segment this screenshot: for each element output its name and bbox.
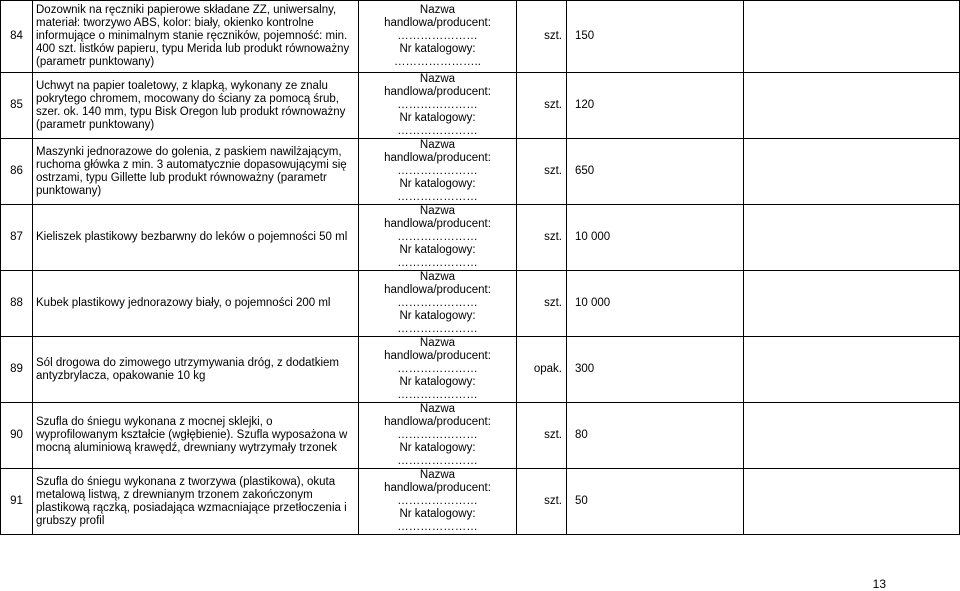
- trade-name-line: …………………: [397, 191, 478, 203]
- trade-name-line: handlowa/producent:: [384, 350, 491, 362]
- item-description: Kieliszek plastikowy bezbarwny do leków o pojemności 50 ml: [33, 205, 359, 271]
- trade-name-line: …………………: [397, 165, 478, 177]
- unit-of-measure: szt.: [517, 403, 567, 469]
- item-number: 84: [1, 1, 33, 73]
- trade-name-line: handlowa/producent:: [384, 284, 491, 296]
- item-description: Sól drogowa do zimowego utrzymywania dróg, z dodatkiem antyzbrylacza, opakowanie 10 kg: [33, 337, 359, 403]
- unit-of-measure: szt.: [517, 73, 567, 139]
- trade-name-line: Nr katalogowy:: [399, 376, 476, 388]
- quantity: 10 000: [567, 205, 744, 271]
- trade-name-line: Nr katalogowy:: [399, 178, 476, 190]
- trade-name-line: Nazwa: [419, 73, 456, 85]
- trade-name-line: …………………: [397, 363, 478, 375]
- unit-of-measure: szt.: [517, 271, 567, 337]
- item-description: Uchwyt na papier toaletowy, z klapką, wykonany ze znalu pokrytego chromem, mocowany do ściany za pomocą śrub, szer. ok. 140 mm, typu Bisk Oregon lub produkt równoważny (parametr punktowany): [33, 73, 359, 139]
- trade-name-line: Nazwa: [419, 403, 456, 415]
- quantity: 150: [567, 1, 744, 73]
- item-description: Kubek plastikowy jednorazowy biały, o pojemności 200 ml: [33, 271, 359, 337]
- trade-name-cell: [359, 1, 517, 73]
- trade-name-line: handlowa/producent:: [384, 152, 491, 164]
- trade-name-line: Nazwa: [419, 4, 456, 16]
- quantity: 300: [567, 337, 744, 403]
- item-number: 88: [1, 271, 33, 337]
- trade-name-line: handlowa/producent:: [384, 416, 491, 428]
- trade-name-line: …………………: [397, 521, 478, 533]
- item-description: Szufla do śniegu wykonana z tworzywa (plastikowa), okuta metalową listwą, z drewnianym trzonem zakończonym plastikową rączką, posiadająca wzmacniające przetłoczenia i grubszy profil: [33, 469, 359, 535]
- trade-name-line: …………………: [397, 429, 478, 441]
- item-description: Dozownik na ręczniki papierowe składane ZZ, uniwersalny, materiał: tworzywo ABS, kolor: biały, okienko kontrolne informujące o minimalnym stanie ręczników, pojemność: min. 400 szt. listków papieru, typu Merida lub produkt równoważny (parametr punktowany): [33, 1, 359, 73]
- trade-name-cell: [359, 271, 517, 337]
- trade-name-cell: [359, 337, 517, 403]
- item-number: 86: [1, 139, 33, 205]
- unit-of-measure: szt.: [517, 469, 567, 535]
- quantity: 650: [567, 139, 744, 205]
- empty-cell: [744, 73, 960, 139]
- unit-of-measure: szt.: [517, 1, 567, 73]
- trade-name-cell: [359, 139, 517, 205]
- trade-name-line: Nazwa: [419, 469, 456, 481]
- trade-name-line: handlowa/producent:: [384, 86, 491, 98]
- table-row: [1, 403, 960, 469]
- table-row: [1, 1, 960, 73]
- empty-cell: [744, 139, 960, 205]
- trade-name-line: …………………: [397, 257, 478, 269]
- trade-name-line: …………………: [397, 30, 478, 42]
- table-row: [1, 271, 960, 337]
- unit-of-measure: szt.: [517, 205, 567, 271]
- trade-name-line: Nr katalogowy:: [399, 43, 476, 55]
- trade-name-line: …………………: [397, 297, 478, 309]
- table-row: [1, 469, 960, 535]
- trade-name-line: Nr katalogowy:: [399, 442, 476, 454]
- trade-name-line: handlowa/producent:: [384, 482, 491, 494]
- trade-name-line: …………………: [397, 99, 478, 111]
- unit-of-measure: opak.: [517, 337, 567, 403]
- item-number: 91: [1, 469, 33, 535]
- item-number: 85: [1, 73, 33, 139]
- trade-name-line: Nazwa: [419, 139, 456, 151]
- trade-name-line: Nazwa: [419, 271, 456, 283]
- quantity: 50: [567, 469, 744, 535]
- empty-cell: [744, 337, 960, 403]
- quantity: 10 000: [567, 271, 744, 337]
- table-row: [1, 337, 960, 403]
- trade-name-line: …………………: [397, 495, 478, 507]
- unit-of-measure: szt.: [517, 139, 567, 205]
- trade-name-line: …………………: [397, 125, 478, 137]
- trade-name-line: …………………..: [394, 56, 481, 68]
- table-row: [1, 139, 960, 205]
- trade-name-line: Nazwa: [419, 337, 456, 349]
- trade-name-line: handlowa/producent:: [384, 218, 491, 230]
- empty-cell: [744, 205, 960, 271]
- trade-name-line: …………………: [397, 231, 478, 243]
- empty-cell: [744, 1, 960, 73]
- item-number: 90: [1, 403, 33, 469]
- trade-name-line: …………………: [397, 455, 478, 467]
- item-number: 87: [1, 205, 33, 271]
- quantity: 120: [567, 73, 744, 139]
- empty-cell: [744, 469, 960, 535]
- page-number: 13: [872, 577, 886, 591]
- trade-name-line: …………………: [397, 389, 478, 401]
- empty-cell: [744, 403, 960, 469]
- trade-name-line: Nr katalogowy:: [399, 112, 476, 124]
- trade-name-line: …………………: [397, 323, 478, 335]
- empty-cell: [744, 271, 960, 337]
- quantity: 80: [567, 403, 744, 469]
- trade-name-cell: [359, 403, 517, 469]
- trade-name-line: Nr katalogowy:: [399, 244, 476, 256]
- trade-name-line: Nazwa: [419, 205, 456, 217]
- trade-name-cell: [359, 469, 517, 535]
- item-description: Maszynki jednorazowe do golenia, z paskiem nawilżającym, ruchoma główka z min. 3 automatycznie dopasowującymi się ostrzami, typu Gillette lub produkt równoważny (parametr punktowany): [33, 139, 359, 205]
- trade-name-cell: [359, 73, 517, 139]
- trade-name-cell: [359, 205, 517, 271]
- trade-name-line: Nr katalogowy:: [399, 310, 476, 322]
- items-table-body: [1, 1, 960, 535]
- table-row: [1, 73, 960, 139]
- item-description: Szufla do śniegu wykonana z mocnej sklejki, o wyprofilowanym kształcie (wgłębienie). Szufla wyposażona w mocną aluminiową krawędź, drewniany wytrzymały trzonek: [33, 403, 359, 469]
- trade-name-line: handlowa/producent:: [384, 17, 491, 29]
- table-row: [1, 205, 960, 271]
- trade-name-line: Nr katalogowy:: [399, 508, 476, 520]
- item-number: 89: [1, 337, 33, 403]
